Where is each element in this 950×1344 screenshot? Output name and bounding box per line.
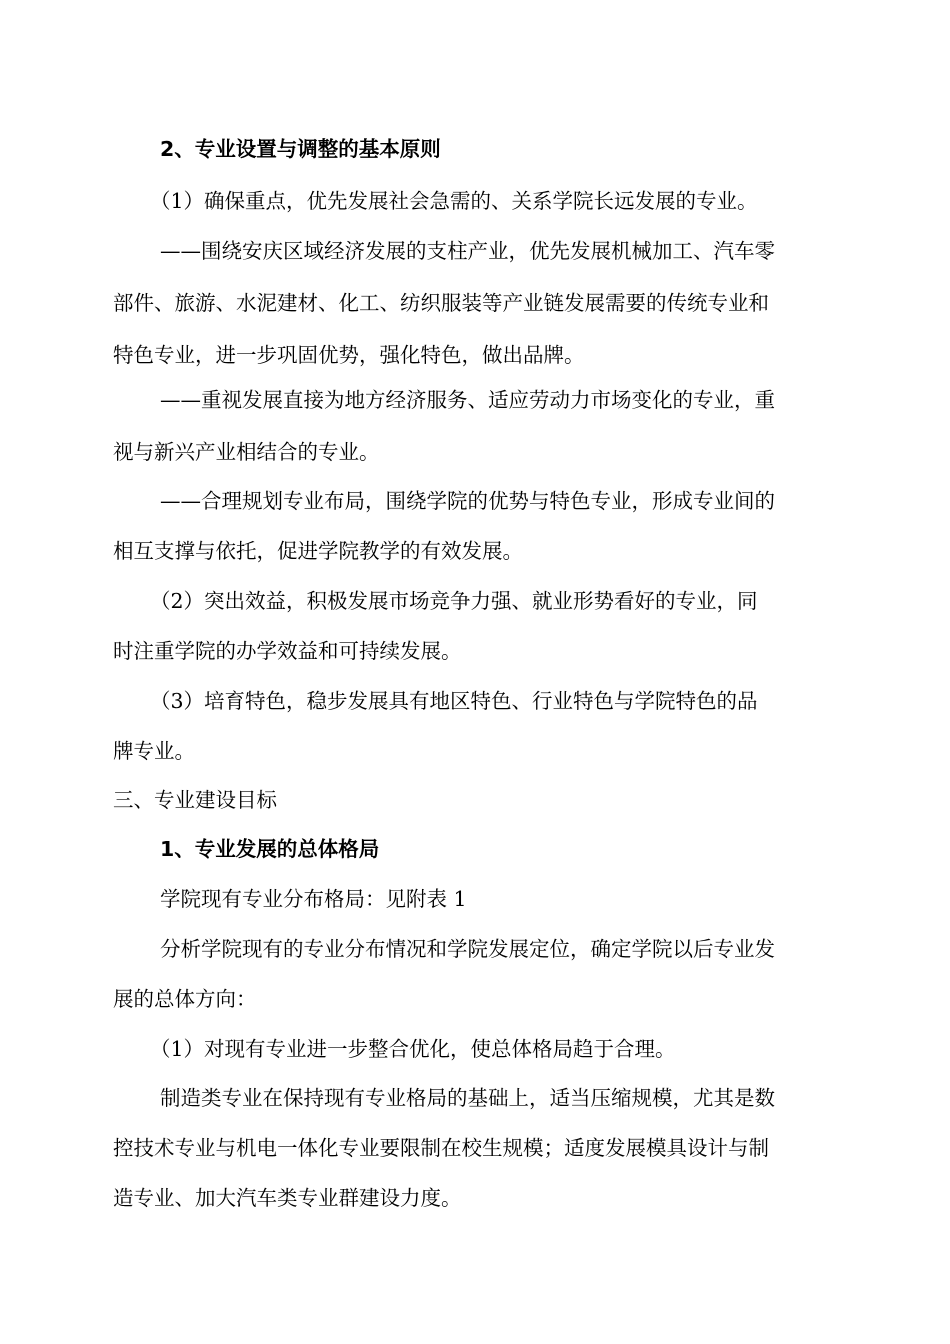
direction-1: （1）对现有专业进一步整合优化，使总体格局趋于合理。 [150,1037,676,1061]
principle-1-item-c-line-2: 相互支撑与依托，促进学院教学的有效发展。 [113,539,523,563]
manufacturing-line-3: 造专业、加大汽车类专业群建设力度。 [113,1186,462,1210]
principle-1-item-a-line-2: 部件、旅游、水泥建材、化工、纺织服装等产业链发展需要的传统专业和 [113,291,769,315]
goals-heading: 1、专业发展的总体格局 [160,837,380,861]
principle-2-line-1: （2）突出效益，积极发展市场竞争力强、就业形势看好的专业，同 [150,589,758,613]
existing-layout-text: 学院现有专业分布格局：见附表 1 [160,887,467,911]
manufacturing-line-2: 控技术专业与机电一体化专业要限制在校生规模；适度发展模具设计与制 [113,1136,769,1160]
principle-3-line-1: （3）培育特色，稳步发展具有地区特色、行业特色与学院特色的品 [150,689,758,713]
principle-1-item-c-line-1: ——合理规划专业布局，围绕学院的优势与特色专业，形成专业间的 [160,489,775,513]
principle-1-item-b-line-2: 视与新兴产业相结合的专业。 [113,440,380,464]
principle-2-line-2: 时注重学院的办学效益和可持续发展。 [113,639,462,663]
principles-heading: 2、专业设置与调整的基本原则 [160,137,441,161]
manufacturing-line-1: 制造类专业在保持现有专业格局的基础上，适当压缩规模，尤其是数 [160,1086,775,1110]
principle-1: （1）确保重点，优先发展社会急需的、关系学院长远发展的专业。 [150,189,758,213]
principle-3-line-2: 牌专业。 [113,739,195,763]
principle-1-item-a-line-3: 特色专业，进一步巩固优势，强化特色，做出品牌。 [113,343,585,367]
section-3-heading: 三、专业建设目标 [113,788,277,812]
principle-1-item-b-line-1: ——重视发展直接为地方经济服务、适应劳动力市场变化的专业，重 [160,388,775,412]
principle-1-item-a-line-1: ——围绕安庆区域经济发展的支柱产业，优先发展机械加工、汽车零 [160,239,775,263]
analysis-line-2: 展的总体方向： [113,987,257,1011]
analysis-line-1: 分析学院现有的专业分布情况和学院发展定位，确定学院以后专业发 [160,937,775,961]
